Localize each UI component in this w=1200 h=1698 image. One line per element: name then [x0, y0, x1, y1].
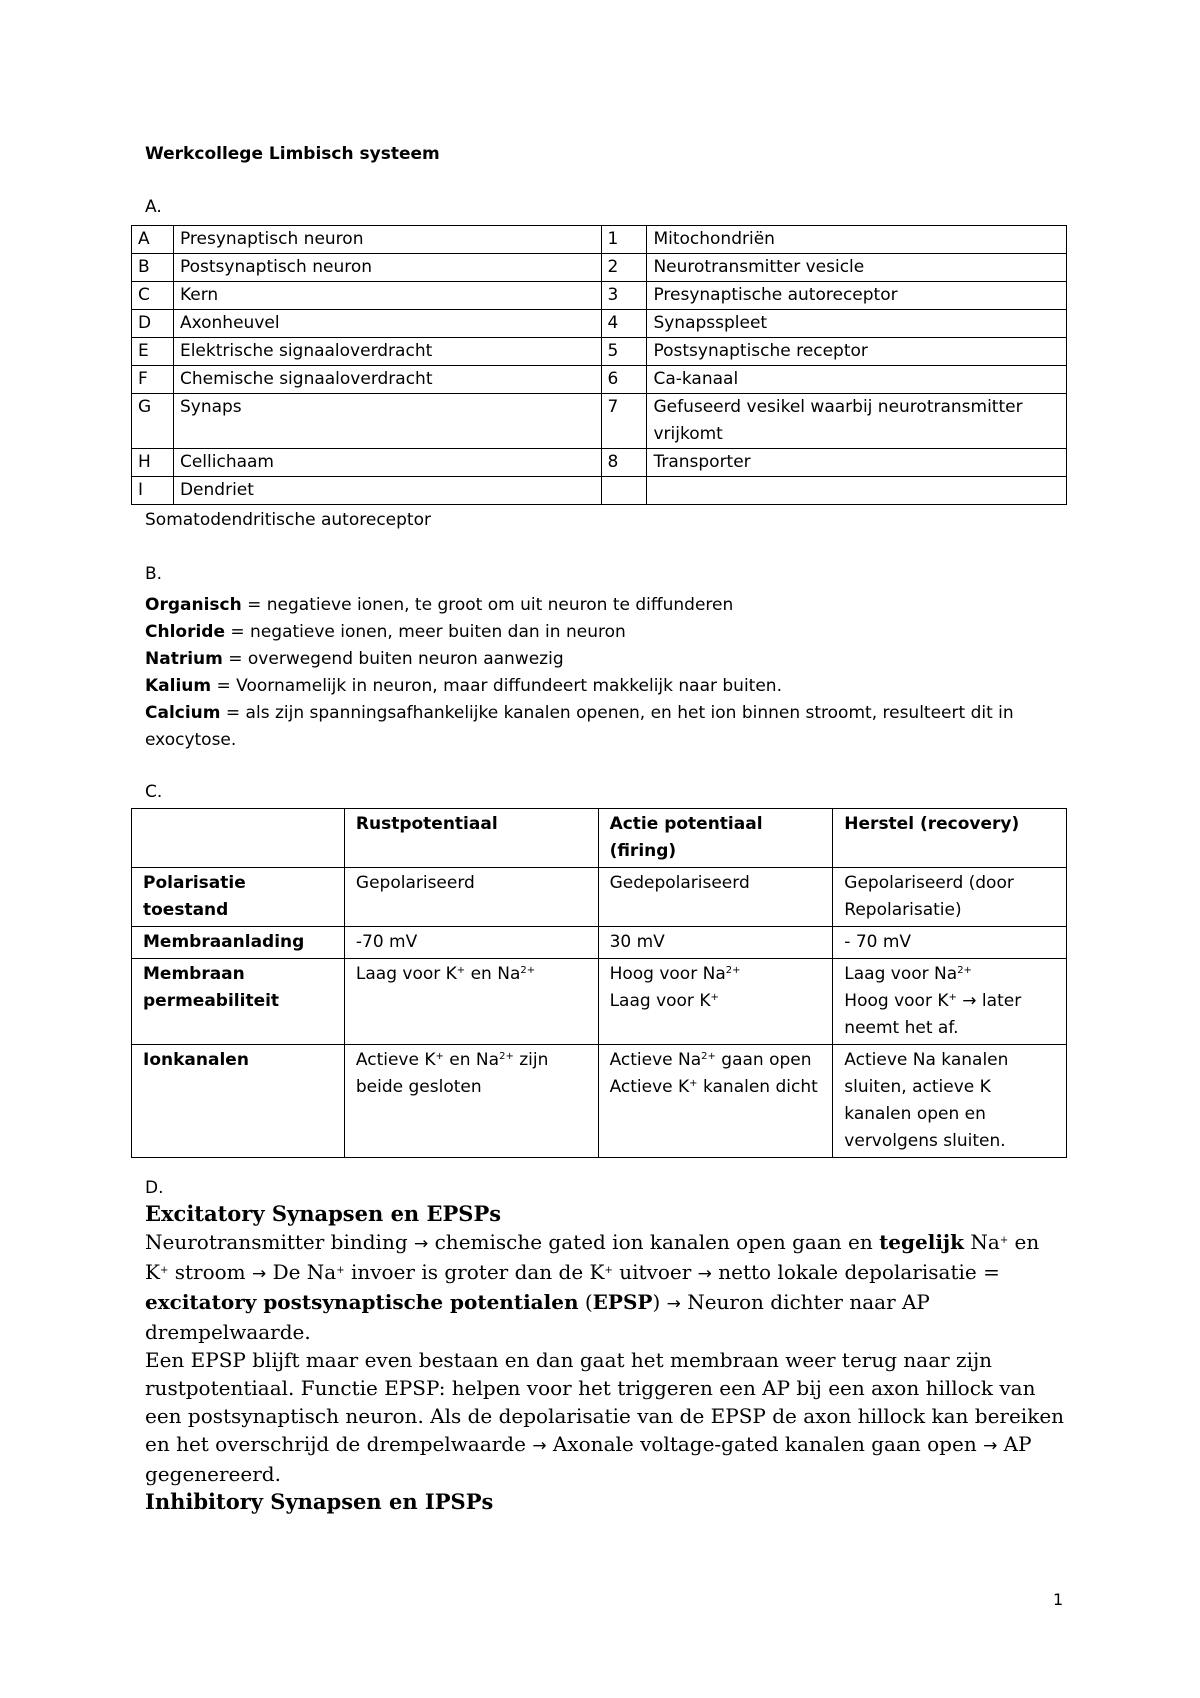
row-label: Ionkanalen — [132, 1045, 345, 1158]
table-cell: Neurotransmitter vesicle — [647, 254, 1067, 282]
table-cell: Synaps — [173, 394, 601, 449]
table-cell: Elektrische signaaloverdracht — [173, 338, 601, 366]
table-cell: Gepolariseerd (door Repolarisatie) — [833, 868, 1067, 927]
table-cell: Transporter — [647, 449, 1067, 477]
list-item: Organisch = negatieve ionen, te groot om uit neuron te diffunderen — [145, 595, 734, 615]
table-cell: Gedepolariseerd — [598, 868, 833, 927]
heading-excitatory: Excitatory Synapsen en EPSPs — [145, 1201, 502, 1226]
table-cell: E — [132, 338, 174, 366]
table-cell: 4 — [601, 310, 647, 338]
list-item: Kalium = Voornamelijk in neuron, maar diffundeert makkelijk naar buiten. — [145, 676, 782, 696]
table-cell: 5 — [601, 338, 647, 366]
table-row — [132, 1045, 1067, 1158]
header-herstel: Herstel (recovery) — [833, 809, 1067, 868]
table-cell: Gefuseerd vesikel waarbij neurotransmitter vrijkomt — [647, 394, 1067, 449]
list-item: Calcium = als zijn spanningsafhankelijke kanalen openen, en het ion binnen stroomt, resulteert dit in exocytose. — [145, 703, 1014, 750]
arrow-icon: → — [414, 1234, 429, 1254]
table-row — [132, 394, 1067, 449]
table-cell: Gepolariseerd — [344, 868, 598, 927]
arrow-icon: → — [251, 1264, 267, 1284]
table-cell: 2 — [601, 254, 647, 282]
table-cell: 1 — [601, 226, 647, 254]
section-b-label: B. — [145, 564, 163, 584]
table-row — [132, 868, 1067, 927]
arrow-icon: → — [983, 1436, 998, 1456]
table-cell: 7 — [601, 394, 647, 449]
table-cell: -70 mV — [344, 927, 598, 959]
table-cell: Actieve Na kanalen sluiten, actieve K kanalen open en vervolgens sluiten. — [833, 1045, 1067, 1158]
table-cell: 8 — [601, 449, 647, 477]
table-cell: Presynaptische autoreceptor — [647, 282, 1067, 310]
table-row — [132, 338, 1067, 366]
table-cell: Postsynaptisch neuron — [173, 254, 601, 282]
list-item: Chloride = negatieve ionen, meer buiten dan in neuron — [145, 622, 626, 642]
table-cell — [647, 477, 1067, 505]
row-label: Membraan permeabiliteit — [132, 959, 345, 1045]
page-title: Werkcollege Limbisch systeem — [145, 144, 440, 164]
table-cell: Actieve $Na^{2+}$ gaan open Actieve K+ kanalen dicht — [598, 1045, 833, 1158]
table-cell: Synapsspleet — [647, 310, 1067, 338]
paragraph-epsp-1: Neurotransmitter binding → chemische gated ion kanalen open gaan en tegelijk Na+ en K+ stroom → De Na+ invoer is groter dan de K+ uitvoer → netto lokale depolarisatie = excitatory postsynaptische potentialen (EPSP) → Neuron dichter naar AP drempelwaarde. — [145, 1230, 1040, 1344]
list-item: Natrium = overwegend buiten neuron aanwezig — [145, 649, 564, 669]
section-d-label: D. — [145, 1178, 164, 1198]
table-cell: Laag voor $Na^{2+}$ Hoog voor K+ → later neemt het af. — [833, 959, 1067, 1045]
table-cell: Dendriet — [173, 477, 601, 505]
table-cell: Axonheuvel — [173, 310, 601, 338]
table-cell: Actieve K+ en $Na^{2+}$ zijn beide gesloten — [344, 1045, 598, 1158]
table-row — [132, 254, 1067, 282]
table-row — [132, 449, 1067, 477]
table-cell: Mitochondriën — [647, 226, 1067, 254]
table-row — [132, 477, 1067, 505]
table-row — [132, 282, 1067, 310]
table-cell: - 70 mV — [833, 927, 1067, 959]
table-cell: Kern — [173, 282, 601, 310]
table-cell: 6 — [601, 366, 647, 394]
table-cell: B — [132, 254, 174, 282]
table-cell: Laag voor K+ en $Na^{2+}$ — [344, 959, 598, 1045]
table-cell — [132, 809, 345, 868]
table-cell: C — [132, 282, 174, 310]
table-row — [132, 310, 1067, 338]
arrow-icon: → — [697, 1264, 712, 1284]
table-cell: F — [132, 366, 174, 394]
table-cell: Ca-kanaal — [647, 366, 1067, 394]
header-rustpotentiaal: Rustpotentiaal — [344, 809, 598, 868]
paragraph-epsp-2: Een EPSP blijft maar even bestaan en dan gaat het membraan weer terug naar zijn rustpotentiaal. Functie EPSP: helpen voor het triggeren een AP bij een axon hillock van een postsynaptisch neuron. Als de depolarisatie van de EPSP de axon hillock kan bereiken en het overschrijd de drempelwaarde → Axonale voltage-gated kanalen gaan open → AP gegenereerd. — [145, 1348, 1065, 1486]
table-row — [132, 959, 1067, 1045]
table-row — [132, 226, 1067, 254]
table-cell: H — [132, 449, 174, 477]
table-cell: I — [132, 477, 174, 505]
ion-list — [145, 592, 1065, 754]
extra-structure: Somatodendritische autoreceptor — [145, 510, 431, 530]
table-cell: D — [132, 310, 174, 338]
section-c-label: C. — [145, 782, 163, 802]
potential-table — [131, 808, 1067, 1158]
row-label: Polarisatie toestand — [132, 868, 345, 927]
table-cell: A — [132, 226, 174, 254]
table-cell: Chemische signaaloverdracht — [173, 366, 601, 394]
arrow-icon: → — [666, 1294, 681, 1314]
page-number: 1 — [1053, 1590, 1064, 1609]
heading-inhibitory: Inhibitory Synapsen en IPSPs — [145, 1489, 494, 1514]
structures-table — [131, 225, 1067, 505]
table-row — [132, 366, 1067, 394]
table-cell: Hoog voor $Na^{2+}$ Laag voor K+ — [598, 959, 833, 1045]
table-cell: Presynaptisch neuron — [173, 226, 601, 254]
table-cell: Postsynaptische receptor — [647, 338, 1067, 366]
table-cell — [601, 477, 647, 505]
arrow-icon: → — [962, 991, 977, 1011]
table-cell: 30 mV — [598, 927, 833, 959]
row-label: Membraanlading — [132, 927, 345, 959]
table-cell: Cellichaam — [173, 449, 601, 477]
section-a-label: A. — [145, 197, 162, 217]
table-row — [132, 927, 1067, 959]
header-actiepotentiaal: Actie potentiaal (firing) — [598, 809, 833, 868]
section-d — [145, 1178, 1065, 1516]
arrow-icon: → — [532, 1436, 547, 1456]
table-header-row — [132, 809, 1067, 868]
table-cell: 3 — [601, 282, 647, 310]
table-cell: G — [132, 394, 174, 449]
